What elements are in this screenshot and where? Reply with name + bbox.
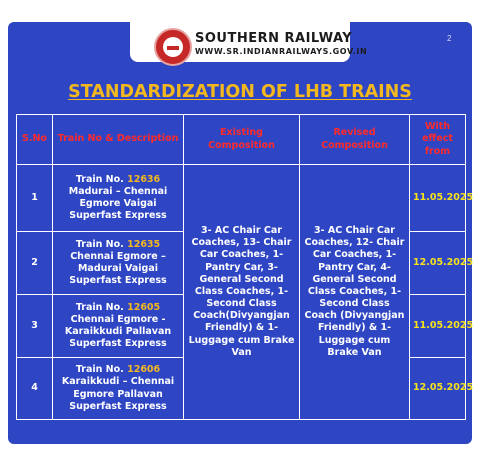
train-cell xyxy=(53,358,184,420)
train-prefix: Train No. xyxy=(75,301,124,313)
effective-date: 11.05.2025 xyxy=(410,295,466,358)
effective-date: 11.05.2025 xyxy=(410,165,466,232)
lhb-trains-table xyxy=(16,114,474,420)
train-number: 12606 xyxy=(127,364,161,376)
row-sno: 2 xyxy=(17,232,53,295)
table-row xyxy=(17,165,466,232)
train-description: Madurai – Chennai Egmore Vaigai Superfast Express xyxy=(68,185,168,222)
existing-composition: 3- AC Chair Car Coaches, 13- Chair Car Coaches, 1- Pantry Car, 3- General Second Class Coaches, 1- Second Class Coach(Divyangjan Friendly) & 1- Luggage cum Brake Van xyxy=(184,165,300,420)
column-header-revised: Revised Composition xyxy=(300,115,410,165)
brand-name: SOUTHERN RAILWAY xyxy=(195,31,353,46)
table-header-row xyxy=(17,115,466,165)
page-number: 2 xyxy=(447,34,452,43)
page-title: STANDARDIZATION OF LHB TRAINS xyxy=(68,82,412,102)
column-header-effective: With effect from xyxy=(410,115,466,165)
train-prefix: Train No. xyxy=(75,173,124,185)
revised-composition: 3- AC Chair Car Coaches, 12- Chair Car Coaches, 1- Pantry Car, 4- General Second Class Coaches, 1- Second Class Coach (Divyangjan Friendly) & 1- Luggage cum Brake Van xyxy=(300,165,410,420)
train-cell xyxy=(53,165,184,232)
row-sno: 4 xyxy=(17,358,53,420)
indian-railways-logo-icon xyxy=(154,28,192,66)
logo-bar xyxy=(167,46,179,50)
train-description: Chennai Egmore - Karaikkudi Pallavan Superfast Express xyxy=(64,313,172,350)
row-sno: 1 xyxy=(17,165,53,232)
column-header-sno: S.No xyxy=(17,115,53,165)
column-header-existing: Existing Composition xyxy=(184,115,300,165)
train-description: Karaikkudi – Chennai Egmore Pallavan Superfast Express xyxy=(61,376,175,412)
train-description: Chennai Egmore – Madurai Vaigai Superfast Express xyxy=(69,250,167,287)
row-sno: 3 xyxy=(17,295,53,358)
train-prefix: Train No. xyxy=(75,364,124,376)
train-cell xyxy=(53,232,184,295)
train-number: 12605 xyxy=(127,301,161,313)
train-number: 12635 xyxy=(127,238,161,250)
train-prefix: Train No. xyxy=(75,238,124,250)
train-number: 12636 xyxy=(127,173,161,185)
column-header-train: Train No & Description xyxy=(53,115,184,165)
website-url: WWW.SR.INDIANRAILWAYS.GOV.IN xyxy=(195,47,368,56)
effective-date: 12.05.2025 xyxy=(410,232,466,295)
effective-date: 12.05.2025 xyxy=(410,358,466,420)
logo-emblem xyxy=(163,37,183,57)
train-cell xyxy=(53,295,184,358)
